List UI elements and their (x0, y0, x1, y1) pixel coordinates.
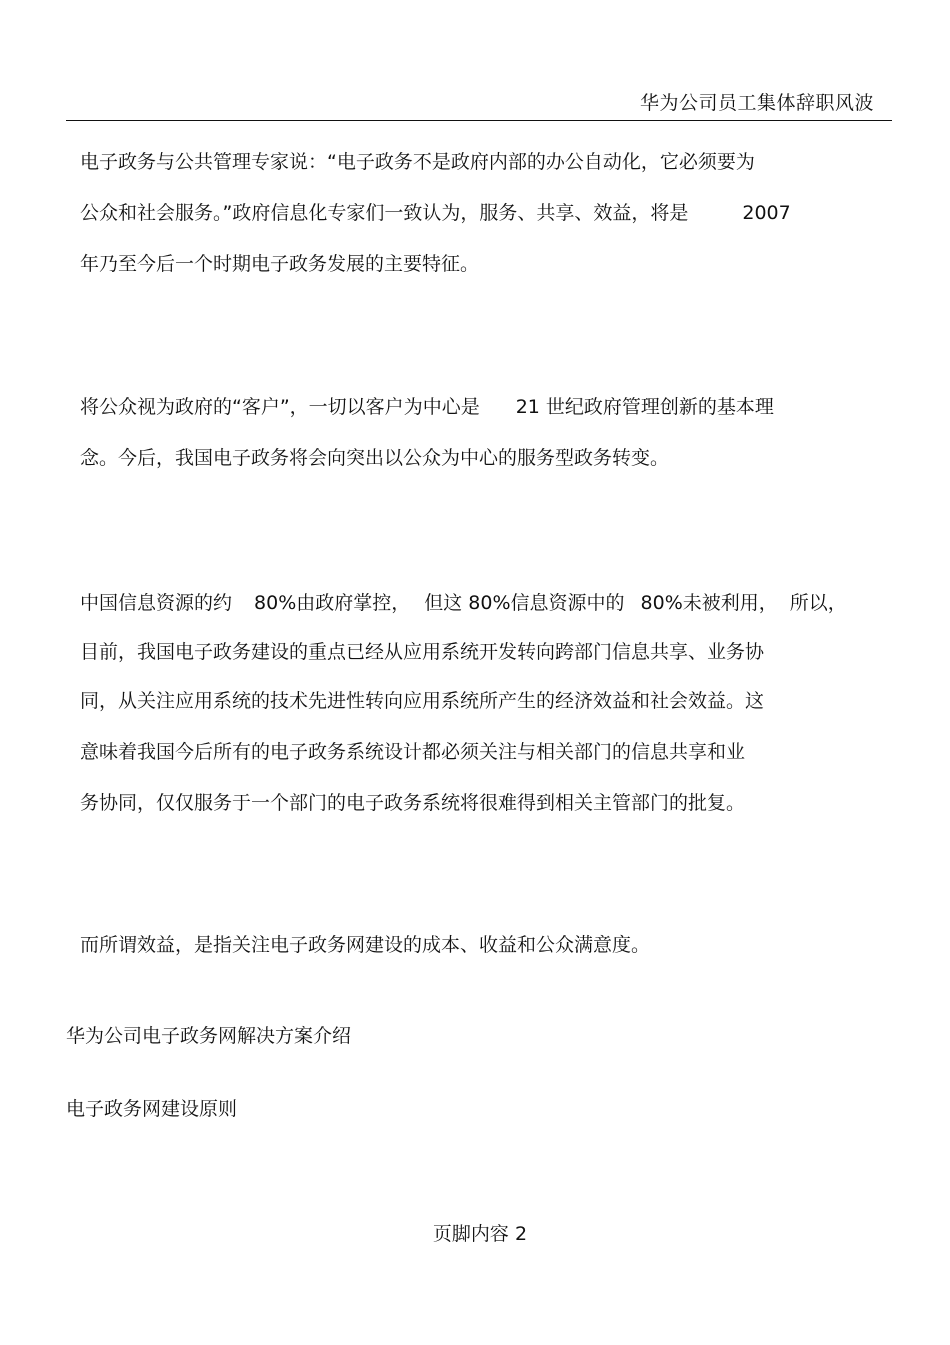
paragraph-4-line-1: 而所谓效益，是指关注电子政务网建设的成本、收益和公众满意度。 (80, 934, 651, 956)
paragraph-1-line-2: 公众和社会服务。”政府信息化专家们一致认为，服务、共享、效益，将是 2007 (80, 202, 791, 224)
paragraph-3-line-2: 目前，我国电子政务建设的重点已经从应用系统开发转向跨部门信息共享、业务协 (80, 641, 765, 663)
page-footer: 页脚内容 2 (432, 1223, 528, 1245)
paragraph-3-line-3: 同，从关注应用系统的技术先进性转向应用系统所产生的经济效益和社会效益。这 (80, 690, 765, 712)
paragraph-1-line-1: 电子政务与公共管理专家说：“电子政务不是政府内部的办公自动化，它必须要为 (80, 151, 755, 173)
paragraph-1-line-3: 年乃至今后一个时期电子政务发展的主要特征。 (80, 253, 480, 275)
header-title: 华为公司员工集体辞职风波 (639, 92, 874, 114)
section-heading-build-principles: 电子政务网建设原则 (66, 1098, 238, 1120)
paragraph-2-line-2: 念。今后，我国电子政务将会向突出以公众为中心的服务型政务转变。 (80, 447, 670, 469)
paragraph-2-line-1: 将公众视为政府的“客户”，一切以客户为中心是 21 世纪政府管理创新的基本理 (80, 396, 774, 418)
paragraph-3-line-4: 意味着我国今后所有的电子政务系统设计都必须关注与相关部门的信息共享和业 (80, 741, 746, 763)
paragraph-3-line-1: 中国信息资源的约 80%由政府掌控， 但这 80%信息资源中的 80%未被利用， 所以， (80, 592, 847, 614)
section-heading-solution-intro: 华为公司电子政务网解决方案介绍 (66, 1025, 352, 1047)
paragraph-3-line-5: 务协同，仅仅服务于一个部门的电子政务系统将很难得到相关主管部门的批复。 (80, 792, 746, 814)
header-divider (66, 120, 892, 121)
